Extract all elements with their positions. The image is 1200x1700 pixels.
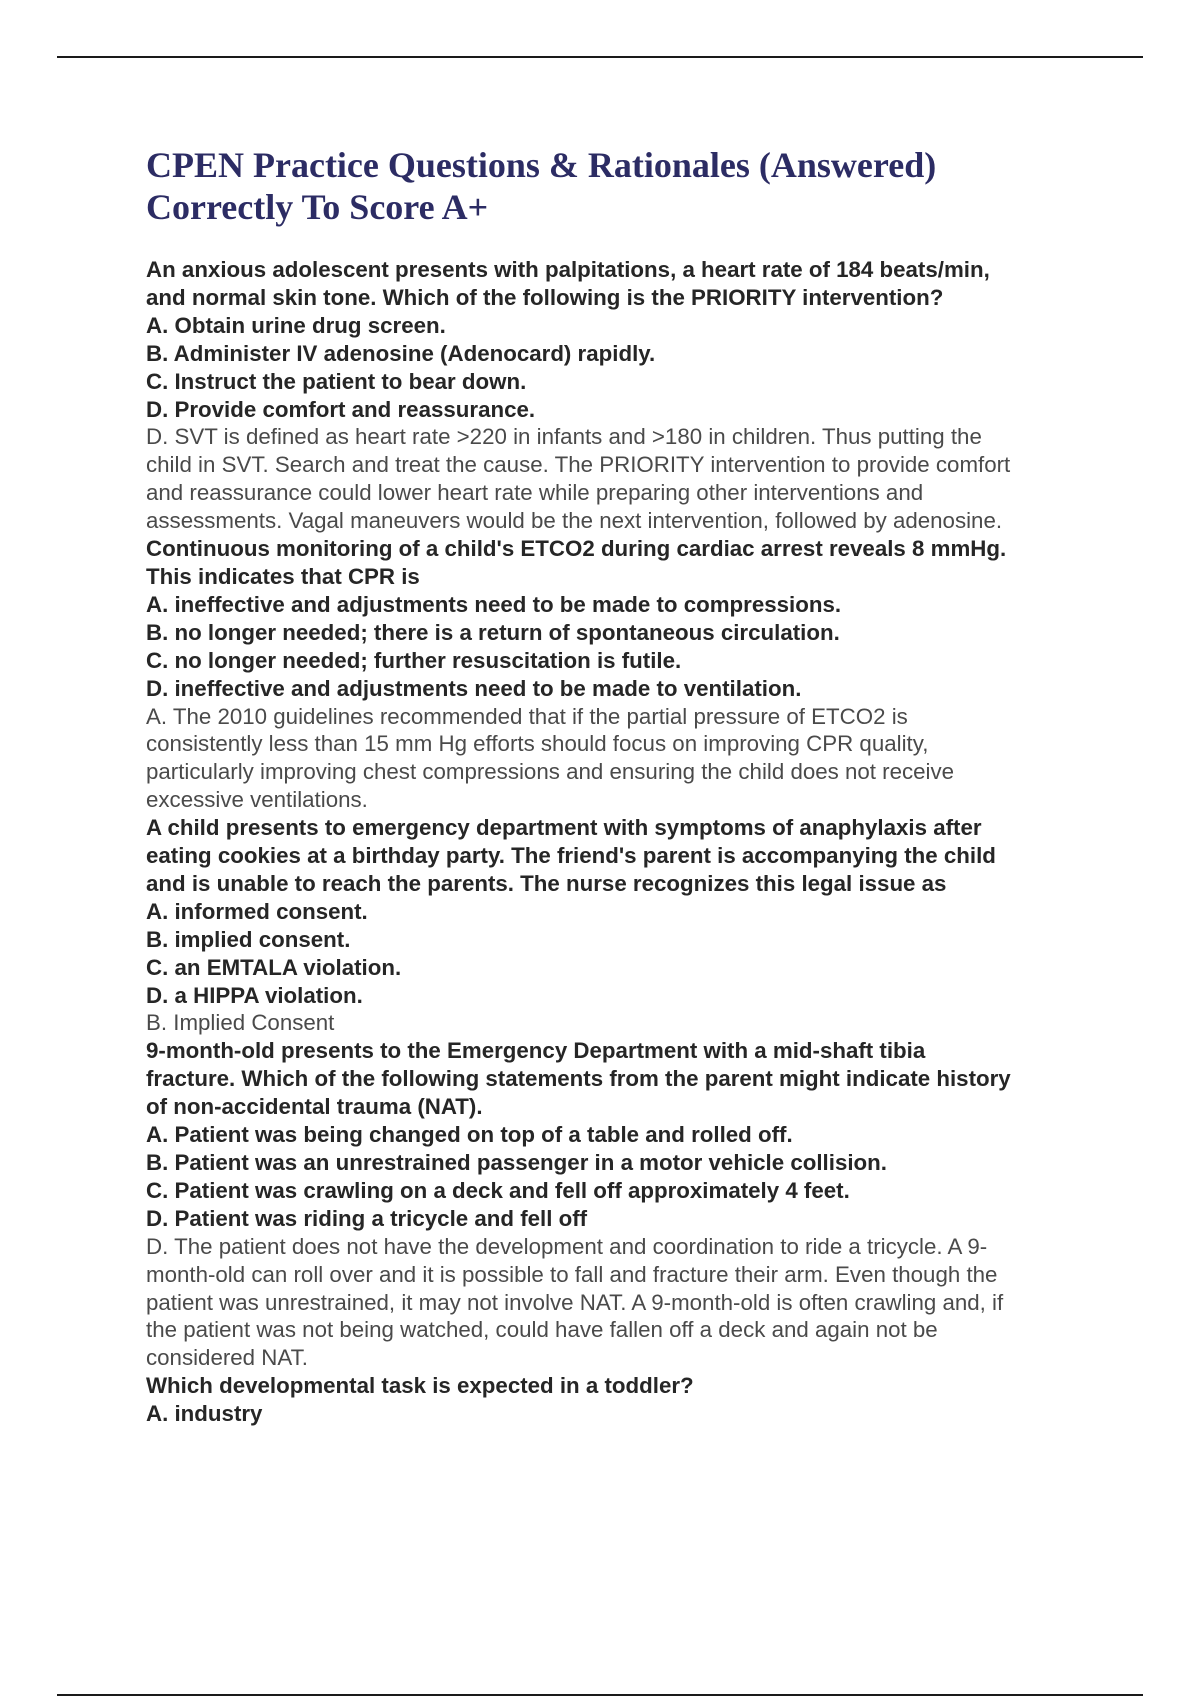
title-line: CPEN Practice Questions & Rationales (Answered) [146,145,937,185]
rationale-text: considered NAT. [146,1345,308,1371]
answer-option: A. ineffective and adjustments need to be made to compressions. [146,591,842,617]
rationale-text: consistently less than 15 mm Hg efforts should focus on improving CPR quality, [146,731,929,757]
rationale-text: B. Implied Consent [146,1010,335,1036]
question-stem: and is unable to reach the parents. The nurse recognizes this legal issue as [146,870,947,896]
answer-option: D. a HIPPA violation. [146,982,363,1008]
rationale-text: excessive ventilations. [146,787,368,813]
answer-option: D. Provide comfort and reassurance. [146,396,536,422]
rationale-text: patient was unrestrained, it may not involve NAT. A 9-month-old is often crawling and, if [146,1289,1004,1315]
rationale-text: particularly improving chest compressions and ensuring the child does not receive [146,759,955,785]
answer-option: B. Administer IV adenosine (Adenocard) rapidly. [146,340,656,366]
rationale-text: and reassurance could lower heart rate while preparing other interventions and [146,480,924,506]
question-block [146,535,1096,814]
question-stem: Continuous monitoring of a child's ETCO2 during cardiac arrest reveals 8 mmHg. [146,536,1007,562]
question-stem: 9-month-old presents to the Emergency Department with a mid-shaft tibia [146,1038,926,1064]
question-block [146,814,1096,1037]
question-stem: This indicates that CPR is [146,563,420,589]
question-stem: An anxious adolescent presents with palpitations, a heart rate of 184 beats/min, [146,257,990,282]
answer-option: C. an EMTALA violation. [146,954,402,980]
header-rule [57,56,1143,58]
question-stem: and normal skin tone. Which of the following is the PRIORITY intervention? [146,284,944,310]
question-stem: Which developmental task is expected in a toddler? [146,1373,694,1399]
question-block [146,256,1096,535]
answer-option: D. Patient was riding a tricycle and fell off [146,1205,588,1231]
question-list [146,256,1096,1428]
rationale-text: D. SVT is defined as heart rate >220 in infants and >180 in children. Thus putting the [146,424,982,450]
question-stem: eating cookies at a birthday party. The friend's parent is accompanying the child [146,843,996,869]
answer-option: A. informed consent. [146,898,368,924]
answer-option: B. implied consent. [146,926,351,952]
rationale-text: month-old can roll over and it is possible to fall and fracture their arm. Even though the [146,1261,998,1287]
question-block [146,1037,1096,1372]
answer-option: C. Instruct the patient to bear down. [146,368,527,394]
rationale-text: assessments. Vagal maneuvers would be the next intervention, followed by adenosine. [146,508,1003,534]
question-stem: fracture. Which of the following statements from the parent might indicate history [146,1066,1011,1092]
question-stem: A child presents to emergency department with symptoms of anaphylaxis after [146,815,982,841]
question-stem: of non-accidental trauma (NAT). [146,1094,483,1120]
answer-option: A. industry [146,1401,263,1427]
answer-option: C. no longer needed; further resuscitation is futile. [146,647,682,673]
rationale-text: the patient was not being watched, could have fallen off a deck and again not be [146,1317,938,1343]
rationale-text: A. The 2010 guidelines recommended that if the partial pressure of ETCO2 is [146,703,908,729]
question-block [146,1372,1096,1428]
answer-option: A. Obtain urine drug screen. [146,312,446,338]
rationale-text: child in SVT. Search and treat the cause. The PRIORITY intervention to provide comfort [146,452,1011,478]
answer-option: A. Patient was being changed on top of a table and rolled off. [146,1122,793,1148]
rationale-text: D. The patient does not have the development and coordination to ride a tricycle. A 9- [146,1233,988,1259]
document-title [146,144,1106,228]
title-line: Correctly To Score A+ [146,187,489,227]
answer-option: C. Patient was crawling on a deck and fell off approximately 4 feet. [146,1177,850,1203]
answer-option: B. Patient was an unrestrained passenger in a motor vehicle collision. [146,1150,887,1175]
answer-option: B. no longer needed; there is a return of spontaneous circulation. [146,619,840,645]
answer-option: D. ineffective and adjustments need to be made to ventilation. [146,675,802,701]
footer-rule [57,1694,1143,1696]
